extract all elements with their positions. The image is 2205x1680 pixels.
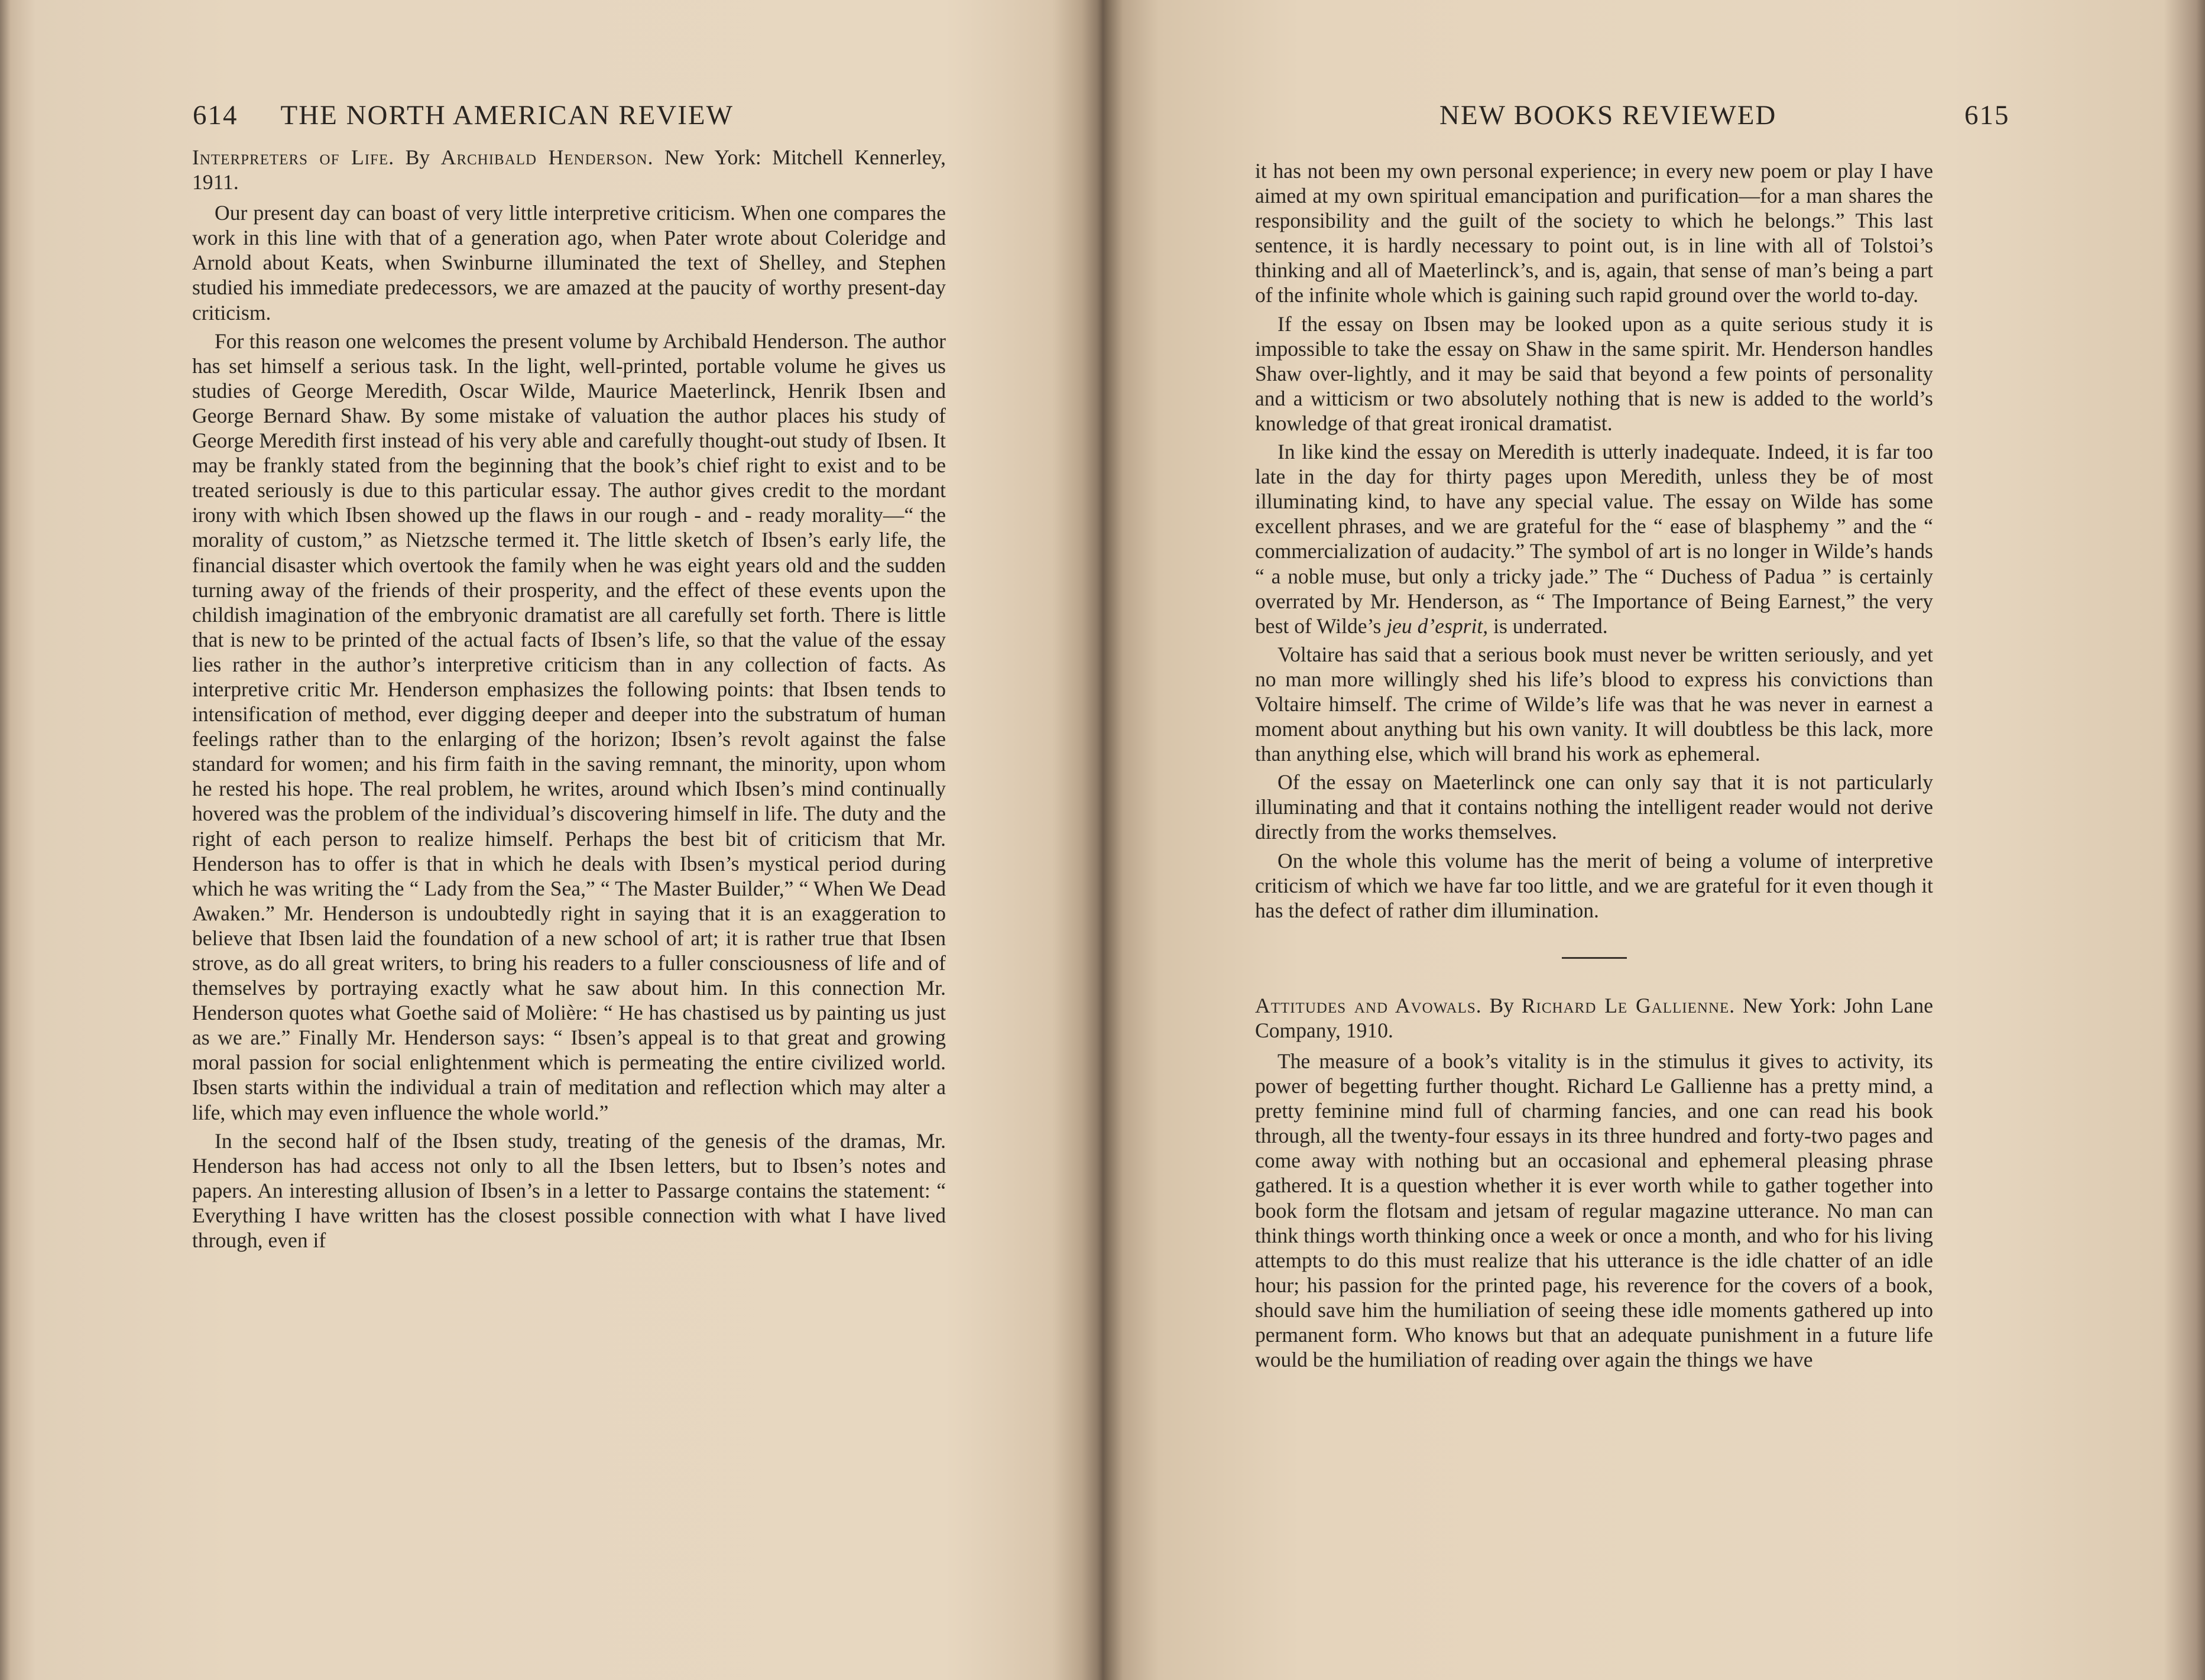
book-author: Richard Le Gallienne. [1521, 993, 1736, 1017]
book-title: Attitudes and Avowals. [1255, 993, 1482, 1017]
right-page [1107, 0, 2205, 1680]
book-publisher: New York: John Lane Company, 1910. [1255, 993, 1933, 1042]
by-label: By [405, 145, 430, 169]
review-heading [192, 145, 946, 194]
book-title: Interpreters of Life. [192, 145, 395, 169]
left-page [0, 0, 1100, 1680]
paragraph-text: is underrated. [1488, 614, 1608, 638]
paragraph: In the second half of the Ibsen study, treating of the genesis of the dramas, Mr. Henderson has had access not only to all the Ibsen letters, but to Ibsen’s notes and papers. An interesting allusion of Ibsen’s in a letter to Passarge contains the statement: “ Everything I have written has the closest possible connection with what I have lived through, even if [192, 1128, 946, 1253]
section-divider [1562, 957, 1627, 959]
right-page-text [1255, 158, 1933, 1372]
book-publisher: New York: Mitchell Kennerley, 1911. [192, 145, 946, 194]
page-number: 614 [193, 100, 238, 131]
left-page-text [192, 145, 946, 1253]
paragraph: If the essay on Ibsen may be looked upon as a quite serious study it is impossible to take the essay on Shaw in the same spirit. Mr. Henderson handles Shaw over-lightly, and it may be said that beyond a few points of personality and a witticism or two absolutely nothing that is new is added to the world’s knowledge of that great ironical dramatist. [1255, 312, 1933, 435]
review-heading [1255, 993, 1933, 1043]
book-author: Archibald Henderson. [440, 145, 654, 169]
paragraph: Of the essay on Maeterlinck one can only say that it is not particularly illuminating and that it contains nothing the intelligent reader would not derive directly from the works themselves. [1255, 770, 1933, 844]
running-head-left [193, 99, 734, 131]
paragraph-meredith [1255, 439, 1933, 638]
paragraph-text: In like kind the essay on Meredith is utterly inadequate. Indeed, it is far too late in the day for thirty pages upon Meredith, unless they be of most illuminating kind, to have any special value. The essay on Wilde has some excellent phrases, and we are grateful for the “ ease of blasphemy ” and the “ commercialization of audacity.” The symbol of art is no longer in Wilde’s hands “ a noble muse, but only a tricky jade.” The “ Duchess of Padua ” is certainly overrated by Mr. Henderson, as “ The Importance of Being Earnest,” the very best of Wilde’s [1255, 440, 1933, 638]
page-number: 615 [1964, 100, 2010, 131]
paragraph: it has not been my own personal experience; in every new poem or play I have aimed at my own spiritual emancipation and purification—for a man shares the responsibility and the guilt of the society to which he belongs.” This last sentence, it is hardly necessary to point out, is in line with all of Tolstoi’s thinking and all of Maeterlinck’s, and is, again, that sense of man’s being a part of the infinite whole which is gaining such rapid ground over the world to-day. [1255, 159, 1933, 307]
paragraph: On the whole this volume has the merit of being a volume of interpretive criticism of which we have far too little, and we are grateful for it even though it has the defect of rather dim illumination. [1255, 848, 1933, 922]
paragraph: Our present day can boast of very little interpretive criticism. When one compares the work in this line with that of a generation ago, when Pater wrote about Coleridge and Arnold about Keats, when Swinburne illuminated the text of Shelley, and Stephen studied his immediate predecessors, we are amazed at the paucity of worthy present-day criticism. [192, 201, 946, 325]
paragraph: For this reason one welcomes the present volume by Archibald Henderson. The author has set himself a serious task. In the light, well-printed, portable volume he gives us studies of George Meredith, Oscar Wilde, Maurice Maeterlinck, Henrik Ibsen and George Bernard Shaw. By some mistake of valuation the author places his study of George Meredith first instead of his very able and carefully thought-out study of Ibsen. It may be frankly stated from the beginning that the book’s chief right to exist and to be treated seriously is due to this particular essay. The author gives credit to the mordant irony with which Ibsen showed up the flaws in our rough - and - ready morality—“ the morality of custom,” as Nietzsche termed it. The little sketch of Ibsen’s early life, the financial disaster which overtook the family when he was eight years old and the sudden turning away of the friends of their prosperity, and the effect of these events upon the childish imagination of the embryonic dramatist are all carefully set forth. There is little that is new to be printed of the actual facts of Ibsen’s life, so that the value of the essay lies rather in the author’s interpretive criticism than in any collection of facts. As interpretive critic Mr. Henderson emphasizes the following points: that Ibsen tends to intensification of method, ever digging deeper and deeper into the substratum of human feelings rather than to the enlarging of the horizon; Ibsen’s revolt against the false standard for women; and his firm faith in the saving remnant, the minority, upon whom he rested his hope. The real problem, he writes, around which Ibsen’s mind continually hovered was the problem of the individual’s discovering himself in life. The duty and the right of each person to realize himself. Perhaps the best bit of criticism that Mr. Henderson has to offer is that in which he deals with Ibsen’s mystical period during which he was writing the “ Lady from the Sea,” “ The Master Builder,” “ When We Dead Awaken.” Mr. Henderson is undoubtedly right in saying that it is an exaggeration to believe that Ibsen laid the foundation of a new school of art; it is rather true that Ibsen strove, as do all great writers, to bring his readers to a fuller consciousness of life and of themselves by portraying exactly what he saw about him. In this connection Mr. Henderson quotes what Goethe said of Molière: “ He has chastised us by painting us just as we are.” Finally Mr. Henderson says: “ Ibsen’s appeal is to that great and growing moral passion for social enlightenment which is permeating the entire civilized world. Ibsen starts within the individual a train of meditation and reflection which may alter a life, which may even influence the whole world.” [192, 329, 946, 1124]
journal-title: THE NORTH AMERICAN REVIEW [280, 100, 734, 131]
paragraph: The measure of a book’s vitality is in the stimulus it gives to activity, its power of begetting further thought. Richard Le Gallienne has a pretty mind, a pretty feminine mind full of charming fancies, and one can read his book through, all the twenty-four essays in its three hundred and forty-two pages and come away with nothing but an occasional and ephemeral pleasing phrase gathered. It is a question whether it is ever worth while to gather together into book form the flotsam and jetsam of regular magazine utterance. No man can think things worth thinking once a week or once a month, and who for his living attempts to do this must realize that his utterance is the idle chatter of an idle hour; his passion for the printed page, his reverence for the covers of a book, should save him the humiliation of seeing these idle moments gathered up into permanent form. Who knows but that an adequate punishment in a future life would be the humiliation of reading over again the things we have [1255, 1049, 1933, 1372]
by-label: By [1489, 993, 1515, 1017]
italic-phrase: jeu d’esprit, [1386, 614, 1489, 638]
paragraph: Voltaire has said that a serious book must never be written seriously, and yet no man more willingly shed his life’s blood to express his convictions than Voltaire himself. The crime of Wilde’s life was that he was never in earnest a moment about anything but his own vanity. It will doubtless be this lack, more than anything else, which will brand his work as ephemeral. [1255, 642, 1933, 766]
running-head-right: NEW BOOKS REVIEWED [1439, 100, 1777, 131]
